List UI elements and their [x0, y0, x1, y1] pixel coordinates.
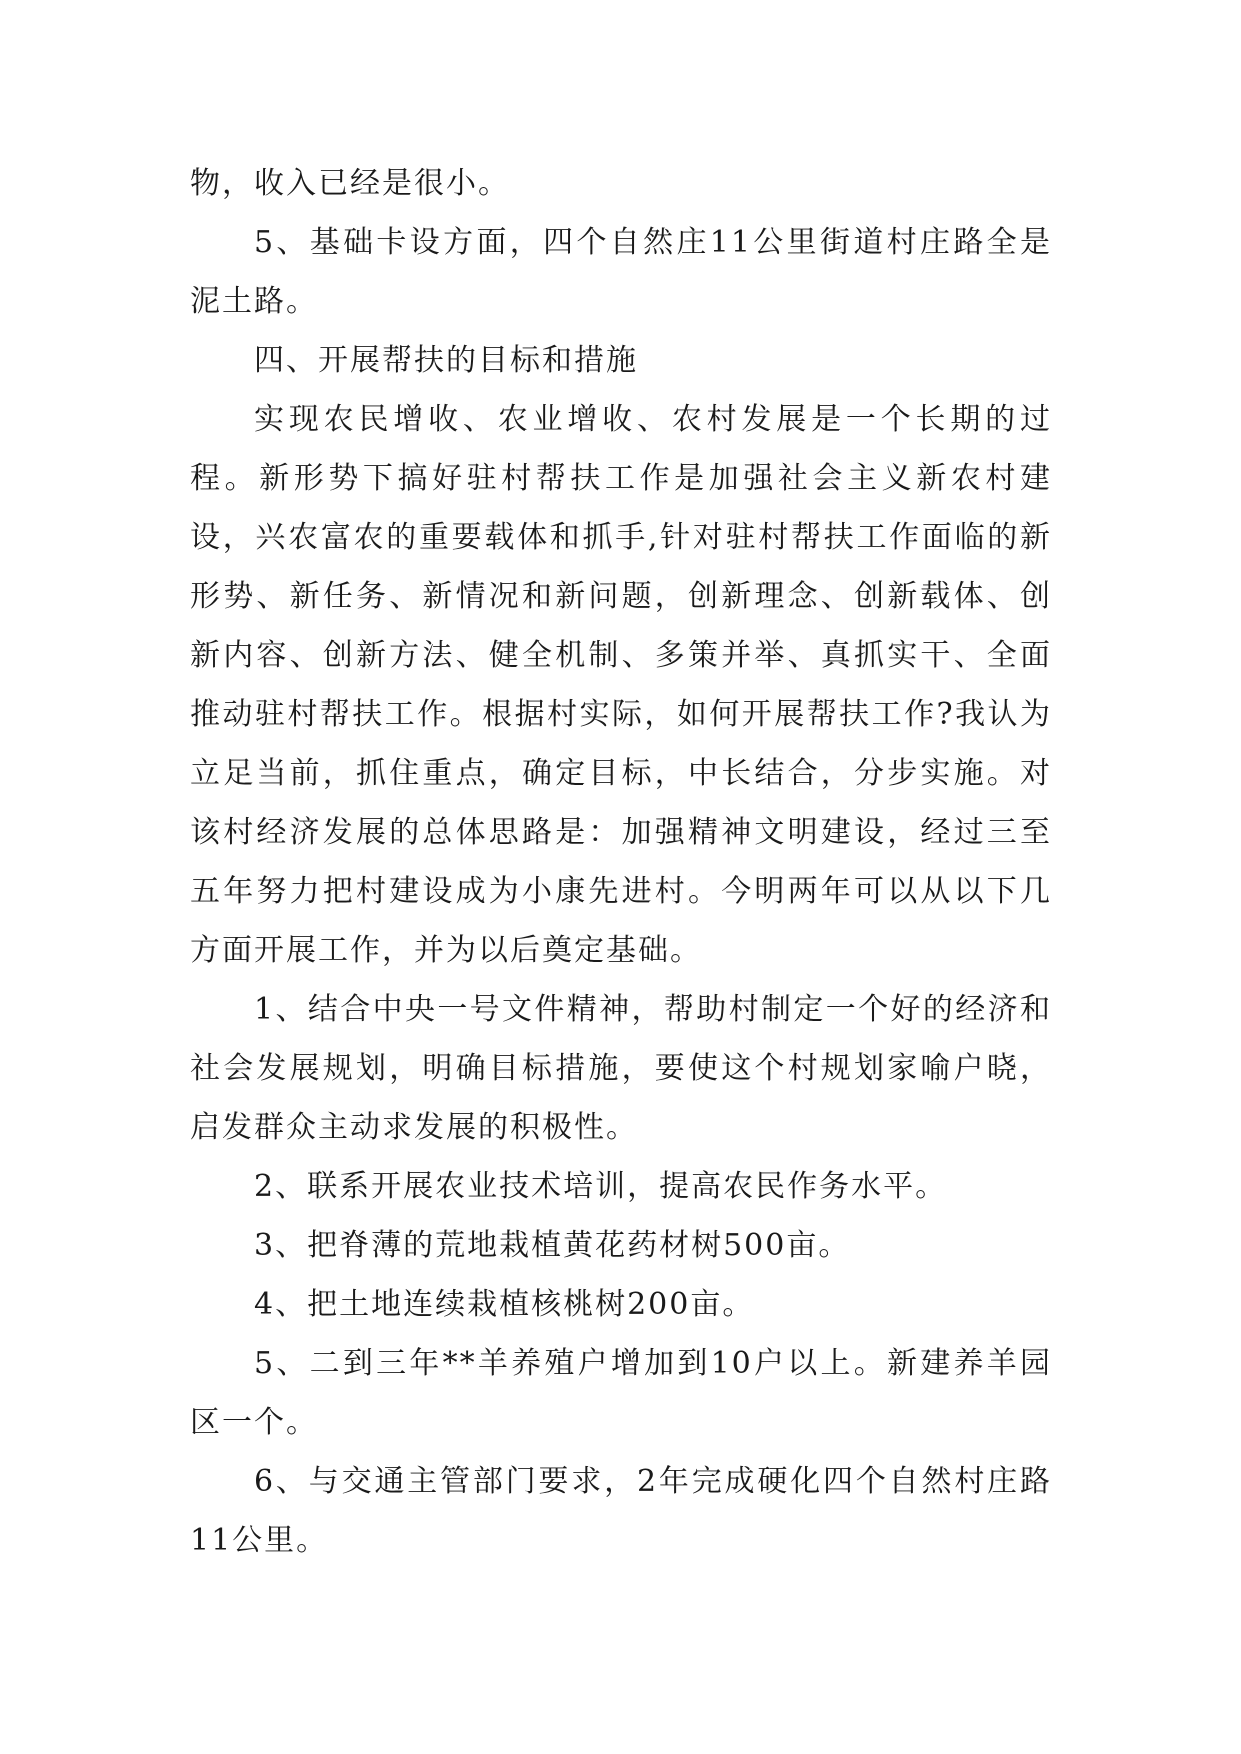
list-item: 5、二到三年**羊养殖户增加到10户以上。新建养羊园区一个。 — [190, 1346, 1052, 1440]
paragraph: 5、基础卡设方面，四个自然庄11公里街道村庄路全是泥土路。 — [190, 225, 1052, 319]
list-item: 3、把脊薄的荒地栽植黄花药材树500亩。 — [254, 1228, 851, 1263]
document-body — [190, 154, 1052, 1570]
list-item: 1、结合中央一号文件精神，帮助村制定一个好的经济和社会发展规划，明确目标措施，要使这个村规划家喻户晓，启发群众主动求发展的积极性。 — [190, 992, 1052, 1145]
list-item: 4、把土地连续栽植核桃树200亩。 — [254, 1287, 755, 1322]
list-item: 6、与交通主管部门要求，2年完成硬化四个自然村庄路11公里。 — [190, 1464, 1052, 1558]
list-item: 2、联系开展农业技术培训，提高农民作务水平。 — [254, 1169, 948, 1204]
paragraph: 物，收入已经是很小。 — [190, 166, 510, 201]
section-heading: 四、开展帮扶的目标和措施 — [254, 343, 638, 378]
paragraph: 实现农民增收、农业增收、农村发展是一个长期的过程。新形势下搞好驻村帮扶工作是加强社会主义新农村建设，兴农富农的重要载体和抓手,针对驻村帮扶工作面临的新形势、新任务、新情况和新问题，创新理念、创新载体、创新内容、创新方法、健全机制、多策并举、真抓实干、全面推动驻村帮扶工作。根据村实际，如何开展帮扶工作?我认为立足当前，抓住重点，确定目标，中长结合，分步实施。对该村经济发展的总体思路是：加强精神文明建设，经过三至五年努力把村建设成为小康先进村。今明两年可以从以下几方面开展工作，并为以后奠定基础。 — [190, 402, 1052, 968]
